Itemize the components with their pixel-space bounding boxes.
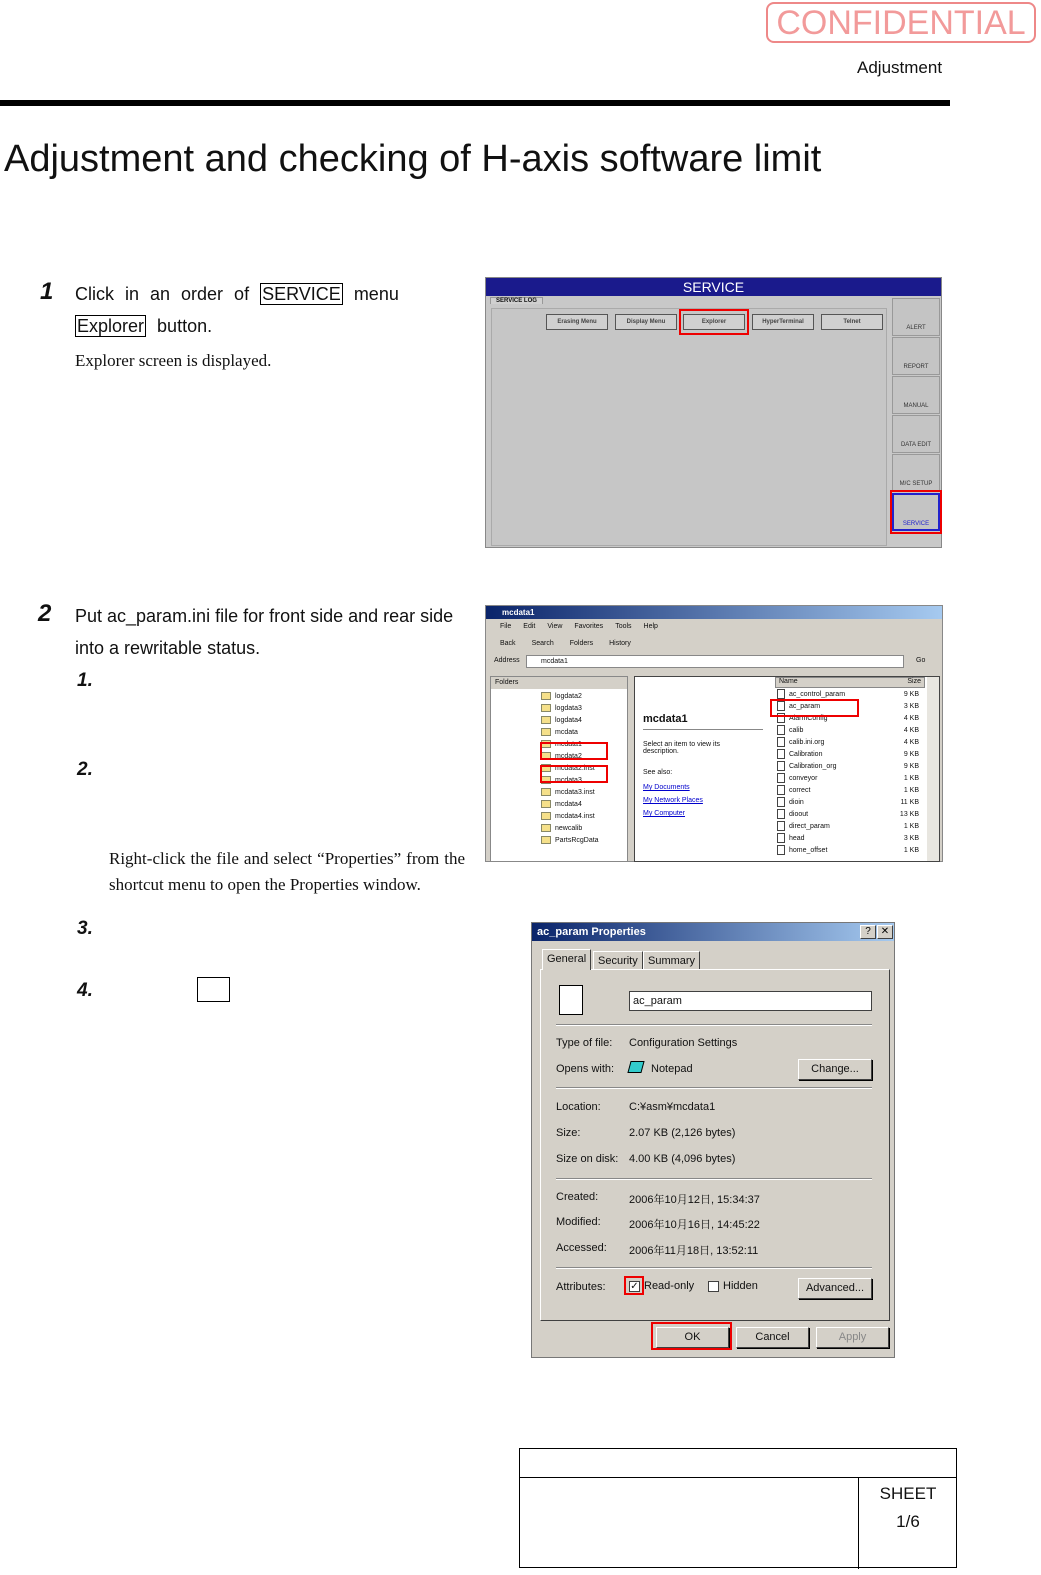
tab-security[interactable]: Security xyxy=(593,951,643,970)
properties-dialog xyxy=(531,922,895,1358)
attributes-label: Attributes: xyxy=(556,1281,606,1293)
address-label: Address xyxy=(494,657,520,664)
folder-item[interactable] xyxy=(541,715,582,727)
menu-item[interactable]: Tools xyxy=(615,623,632,630)
file-name: ac_param xyxy=(789,703,821,710)
folder-item[interactable] xyxy=(541,823,582,835)
file-icon xyxy=(777,845,785,855)
file-icon xyxy=(777,761,785,771)
folder-icon xyxy=(541,788,551,796)
address-bar[interactable]: mcdata1 xyxy=(526,655,904,668)
accessed-label: Accessed: xyxy=(556,1242,607,1254)
folder-icon xyxy=(541,728,551,736)
opens-value: Notepad xyxy=(651,1063,693,1075)
highlight-service xyxy=(890,490,942,534)
toolbar-button[interactable]: History xyxy=(609,640,631,647)
help-button[interactable]: ? xyxy=(860,925,876,939)
file-size: 11 KB xyxy=(900,799,919,806)
sheet-label: SHEET xyxy=(879,1484,937,1503)
folder-icon xyxy=(541,836,551,844)
confidential-stamp: CONFIDENTIAL xyxy=(766,2,1036,43)
side-report-button[interactable]: REPORT xyxy=(892,337,940,375)
file-name: correct xyxy=(789,787,811,794)
cancel-button[interactable]: Cancel xyxy=(736,1327,809,1348)
file-name: AlarmConfig xyxy=(789,715,828,722)
file-size: 9 KB xyxy=(903,691,919,698)
file-size: 3 KB xyxy=(903,703,919,710)
telnet-button[interactable]: Telnet xyxy=(821,314,883,330)
folder-name: logdata2 xyxy=(555,693,582,700)
highlight-mcdata2 xyxy=(540,765,608,783)
readonly-label: Read-only xyxy=(644,1280,695,1292)
file-row[interactable] xyxy=(777,761,923,773)
folder-name: mcdata3 xyxy=(555,777,582,784)
description: Select an item to view its description. xyxy=(643,741,721,755)
file-name: home_offset xyxy=(789,847,828,854)
file-name: direct_param xyxy=(789,823,830,830)
folder-item[interactable] xyxy=(541,703,582,715)
display-menu-button[interactable]: Display Menu xyxy=(615,314,677,330)
side-mc-setup-button[interactable]: M/C SETUP xyxy=(892,454,940,492)
apply-button[interactable]: Apply xyxy=(816,1327,889,1348)
file-size: 1 KB xyxy=(903,775,919,782)
folder-name: mcdata3.inst xyxy=(555,789,595,796)
substep-3: 3. xyxy=(77,918,93,939)
opens-label: Opens with: xyxy=(556,1063,615,1075)
folder-item[interactable] xyxy=(541,787,595,799)
location-value: C:¥asm¥mcdata1 xyxy=(629,1101,716,1113)
file-row[interactable] xyxy=(777,797,923,809)
page-title: Adjustment and checking of H-axis software limit xyxy=(4,138,822,180)
step2-note: Right-click the file and select “Properties” from the shortcut menu to open the Properties window. xyxy=(109,849,465,894)
file-icon xyxy=(777,821,785,831)
step1-text-c: button. xyxy=(157,316,213,336)
toolbar-button[interactable]: Back xyxy=(500,640,516,647)
step1-text-b: menu xyxy=(353,284,399,304)
step1-note: Explorer screen is displayed. xyxy=(75,351,272,370)
substep-4: 4. xyxy=(77,980,93,1001)
close-button[interactable]: ✕ xyxy=(877,925,893,939)
menu-item[interactable]: Edit xyxy=(523,623,536,630)
folder-name: mcdata2 xyxy=(555,753,582,760)
file-size: 1 KB xyxy=(903,823,919,830)
file-name: dioin xyxy=(789,799,804,806)
header-rule xyxy=(0,100,950,106)
folder-icon xyxy=(541,704,551,712)
scrollbar[interactable] xyxy=(927,677,939,861)
folder-item[interactable] xyxy=(541,835,599,847)
disk-label: Size on disk: xyxy=(556,1153,619,1165)
file-size: 4 KB xyxy=(903,727,919,734)
file-icon xyxy=(777,773,785,783)
side-alert-button[interactable]: ALERT xyxy=(892,298,940,336)
file-row[interactable] xyxy=(777,833,923,845)
see-also: See also: xyxy=(643,769,673,776)
folder-icon xyxy=(541,812,551,820)
folder-item[interactable] xyxy=(541,727,578,739)
file-name: head xyxy=(789,835,805,842)
hidden-label: Hidden xyxy=(723,1280,758,1292)
explorer-button[interactable]: Explorer xyxy=(683,314,745,330)
file-icon xyxy=(777,737,785,747)
folder-item[interactable] xyxy=(541,811,595,823)
explorer-titlebar: mcdata1 xyxy=(486,606,942,619)
side-manual-button[interactable]: MANUAL xyxy=(892,376,940,414)
file-icon xyxy=(777,785,785,795)
hyperterminal-button[interactable]: HyperTerminal xyxy=(752,314,814,330)
file-row[interactable] xyxy=(777,845,923,857)
side-data-edit-button[interactable]: DATA EDIT xyxy=(892,415,940,453)
disk-value: 4.00 KB (4,096 bytes) xyxy=(629,1153,736,1165)
substep-1: 1. xyxy=(77,670,93,691)
folder-name: mcdata1 xyxy=(555,741,582,748)
file-row[interactable] xyxy=(777,749,923,761)
side-service-button[interactable]: SERVICE xyxy=(892,493,940,531)
ok-button[interactable]: OK xyxy=(656,1327,729,1348)
see-also-link[interactable]: My Network Places xyxy=(643,797,703,804)
folder-name: mcdata xyxy=(555,729,578,736)
folder-name: mcdata4 xyxy=(555,801,582,808)
type-value: Configuration Settings xyxy=(629,1037,738,1049)
change-button[interactable]: Change... xyxy=(798,1059,872,1080)
file-size: 3 KB xyxy=(903,835,919,842)
checkmark-icon: ✓ xyxy=(630,1280,639,1292)
explorer-keyword: Explorer xyxy=(77,316,145,336)
menu-item[interactable]: File xyxy=(500,623,512,630)
file-size: 1 KB xyxy=(903,847,919,854)
folder-name: mcdata4.inst xyxy=(555,813,595,820)
folder-name: logdata3 xyxy=(555,705,582,712)
menu-item[interactable]: Favorites xyxy=(574,623,604,630)
toolbar-button[interactable]: Folders xyxy=(569,640,594,647)
file-size: 9 KB xyxy=(903,763,919,770)
file-icon xyxy=(777,797,785,807)
erasing-menu-button[interactable]: Erasing Menu xyxy=(546,314,608,330)
created-value: 2006年10月12日, 15:34:37 xyxy=(629,1194,760,1206)
go-button[interactable]: Go xyxy=(916,657,926,664)
modified-value: 2006年10月16日, 14:45:22 xyxy=(629,1219,760,1231)
tab-service-log[interactable]: SERVICE LOG xyxy=(490,297,543,304)
sheet-number: 1/6 xyxy=(896,1512,920,1531)
step1-text xyxy=(75,278,420,342)
folder-item[interactable] xyxy=(541,691,582,703)
file-name: conveyor xyxy=(789,775,818,782)
sheet-table xyxy=(519,1448,957,1568)
folder-name: logdata4 xyxy=(555,717,582,724)
toolbar-button[interactable]: Search xyxy=(531,640,554,647)
folder-icon xyxy=(541,716,551,724)
highlight-readonly xyxy=(624,1276,644,1295)
tab-general[interactable]: General xyxy=(542,949,591,970)
explorer-window xyxy=(485,605,943,862)
col-name[interactable]: Name xyxy=(779,678,798,685)
file-size: 9 KB xyxy=(903,751,919,758)
file-name: dioout xyxy=(789,811,809,818)
menu-item[interactable]: Help xyxy=(643,623,658,630)
folder-heading: mcdata1 xyxy=(643,713,688,725)
section-label: Adjustment xyxy=(857,58,943,77)
see-also-link[interactable]: My Computer xyxy=(643,810,686,817)
folder-name: newcalib xyxy=(555,825,583,832)
file-icon xyxy=(777,809,785,819)
accessed-value: 2006年11月18日, 13:52:11 xyxy=(629,1245,759,1257)
file-icon xyxy=(777,725,785,735)
dialog-titlebar: ac_param Properties xyxy=(532,923,894,941)
config-file-icon xyxy=(559,985,583,1015)
folders-label: Folders xyxy=(491,677,627,689)
menu-item[interactable]: View xyxy=(547,623,563,630)
hidden-checkbox[interactable] xyxy=(708,1280,758,1292)
file-name: Calibration xyxy=(789,751,823,758)
file-row[interactable] xyxy=(777,737,923,749)
file-name: calib xyxy=(789,727,804,734)
file-icon xyxy=(777,833,785,843)
folder-name: mcdata2.inst xyxy=(555,765,595,772)
highlight-mcdata1 xyxy=(540,742,608,760)
type-label: Type of file: xyxy=(556,1037,613,1049)
created-label: Created: xyxy=(556,1191,599,1203)
file-icon xyxy=(777,749,785,759)
size-value: 2.07 KB (2,126 bytes) xyxy=(629,1127,736,1139)
modified-label: Modified: xyxy=(556,1216,601,1228)
folder-icon xyxy=(541,692,551,700)
file-size: 4 KB xyxy=(903,739,919,746)
highlight-ac-param xyxy=(770,699,859,717)
folder-icon xyxy=(541,824,551,832)
file-row[interactable] xyxy=(777,785,923,797)
service-titlebar: SERVICE xyxy=(486,278,941,296)
size-label: Size: xyxy=(556,1127,581,1139)
service-keyword: SERVICE xyxy=(262,284,341,304)
step-number: 2 xyxy=(38,600,52,627)
advanced-button[interactable]: Advanced... xyxy=(798,1278,872,1299)
location-label: Location: xyxy=(556,1101,601,1113)
step2-text: Put ac_param.ini file for front side and rear side into a rewritable status. xyxy=(75,606,454,658)
see-also-link[interactable]: My Documents xyxy=(643,784,690,791)
tab-summary[interactable]: Summary xyxy=(643,951,700,970)
file-name: calib.ini.org xyxy=(789,739,825,746)
file-row[interactable] xyxy=(777,809,923,821)
file-name: ac_control_param xyxy=(789,691,846,698)
step1-text-a: Click in an order of xyxy=(75,284,250,304)
file-icon xyxy=(777,689,785,699)
file-row[interactable] xyxy=(777,725,923,737)
file-row[interactable] xyxy=(777,821,923,833)
folder-icon xyxy=(541,800,551,808)
file-row[interactable] xyxy=(777,773,923,785)
highlight-explorer xyxy=(679,309,749,335)
service-screen xyxy=(485,277,942,548)
file-name: Calibration_org xyxy=(789,763,837,770)
col-size[interactable]: Size xyxy=(907,678,921,685)
substep-2: 2. xyxy=(77,759,93,780)
empty-box xyxy=(197,977,230,1002)
file-size: 13 KB xyxy=(899,811,919,818)
folder-name: PartsRcgData xyxy=(555,837,599,844)
highlight-ok xyxy=(651,1322,732,1350)
folder-item[interactable] xyxy=(541,799,582,811)
file-size: 1 KB xyxy=(903,787,919,794)
service-panel xyxy=(491,308,887,546)
file-size: 4 KB xyxy=(903,715,919,722)
filename-input[interactable]: ac_param xyxy=(629,991,872,1011)
step-number: 1 xyxy=(40,278,54,305)
